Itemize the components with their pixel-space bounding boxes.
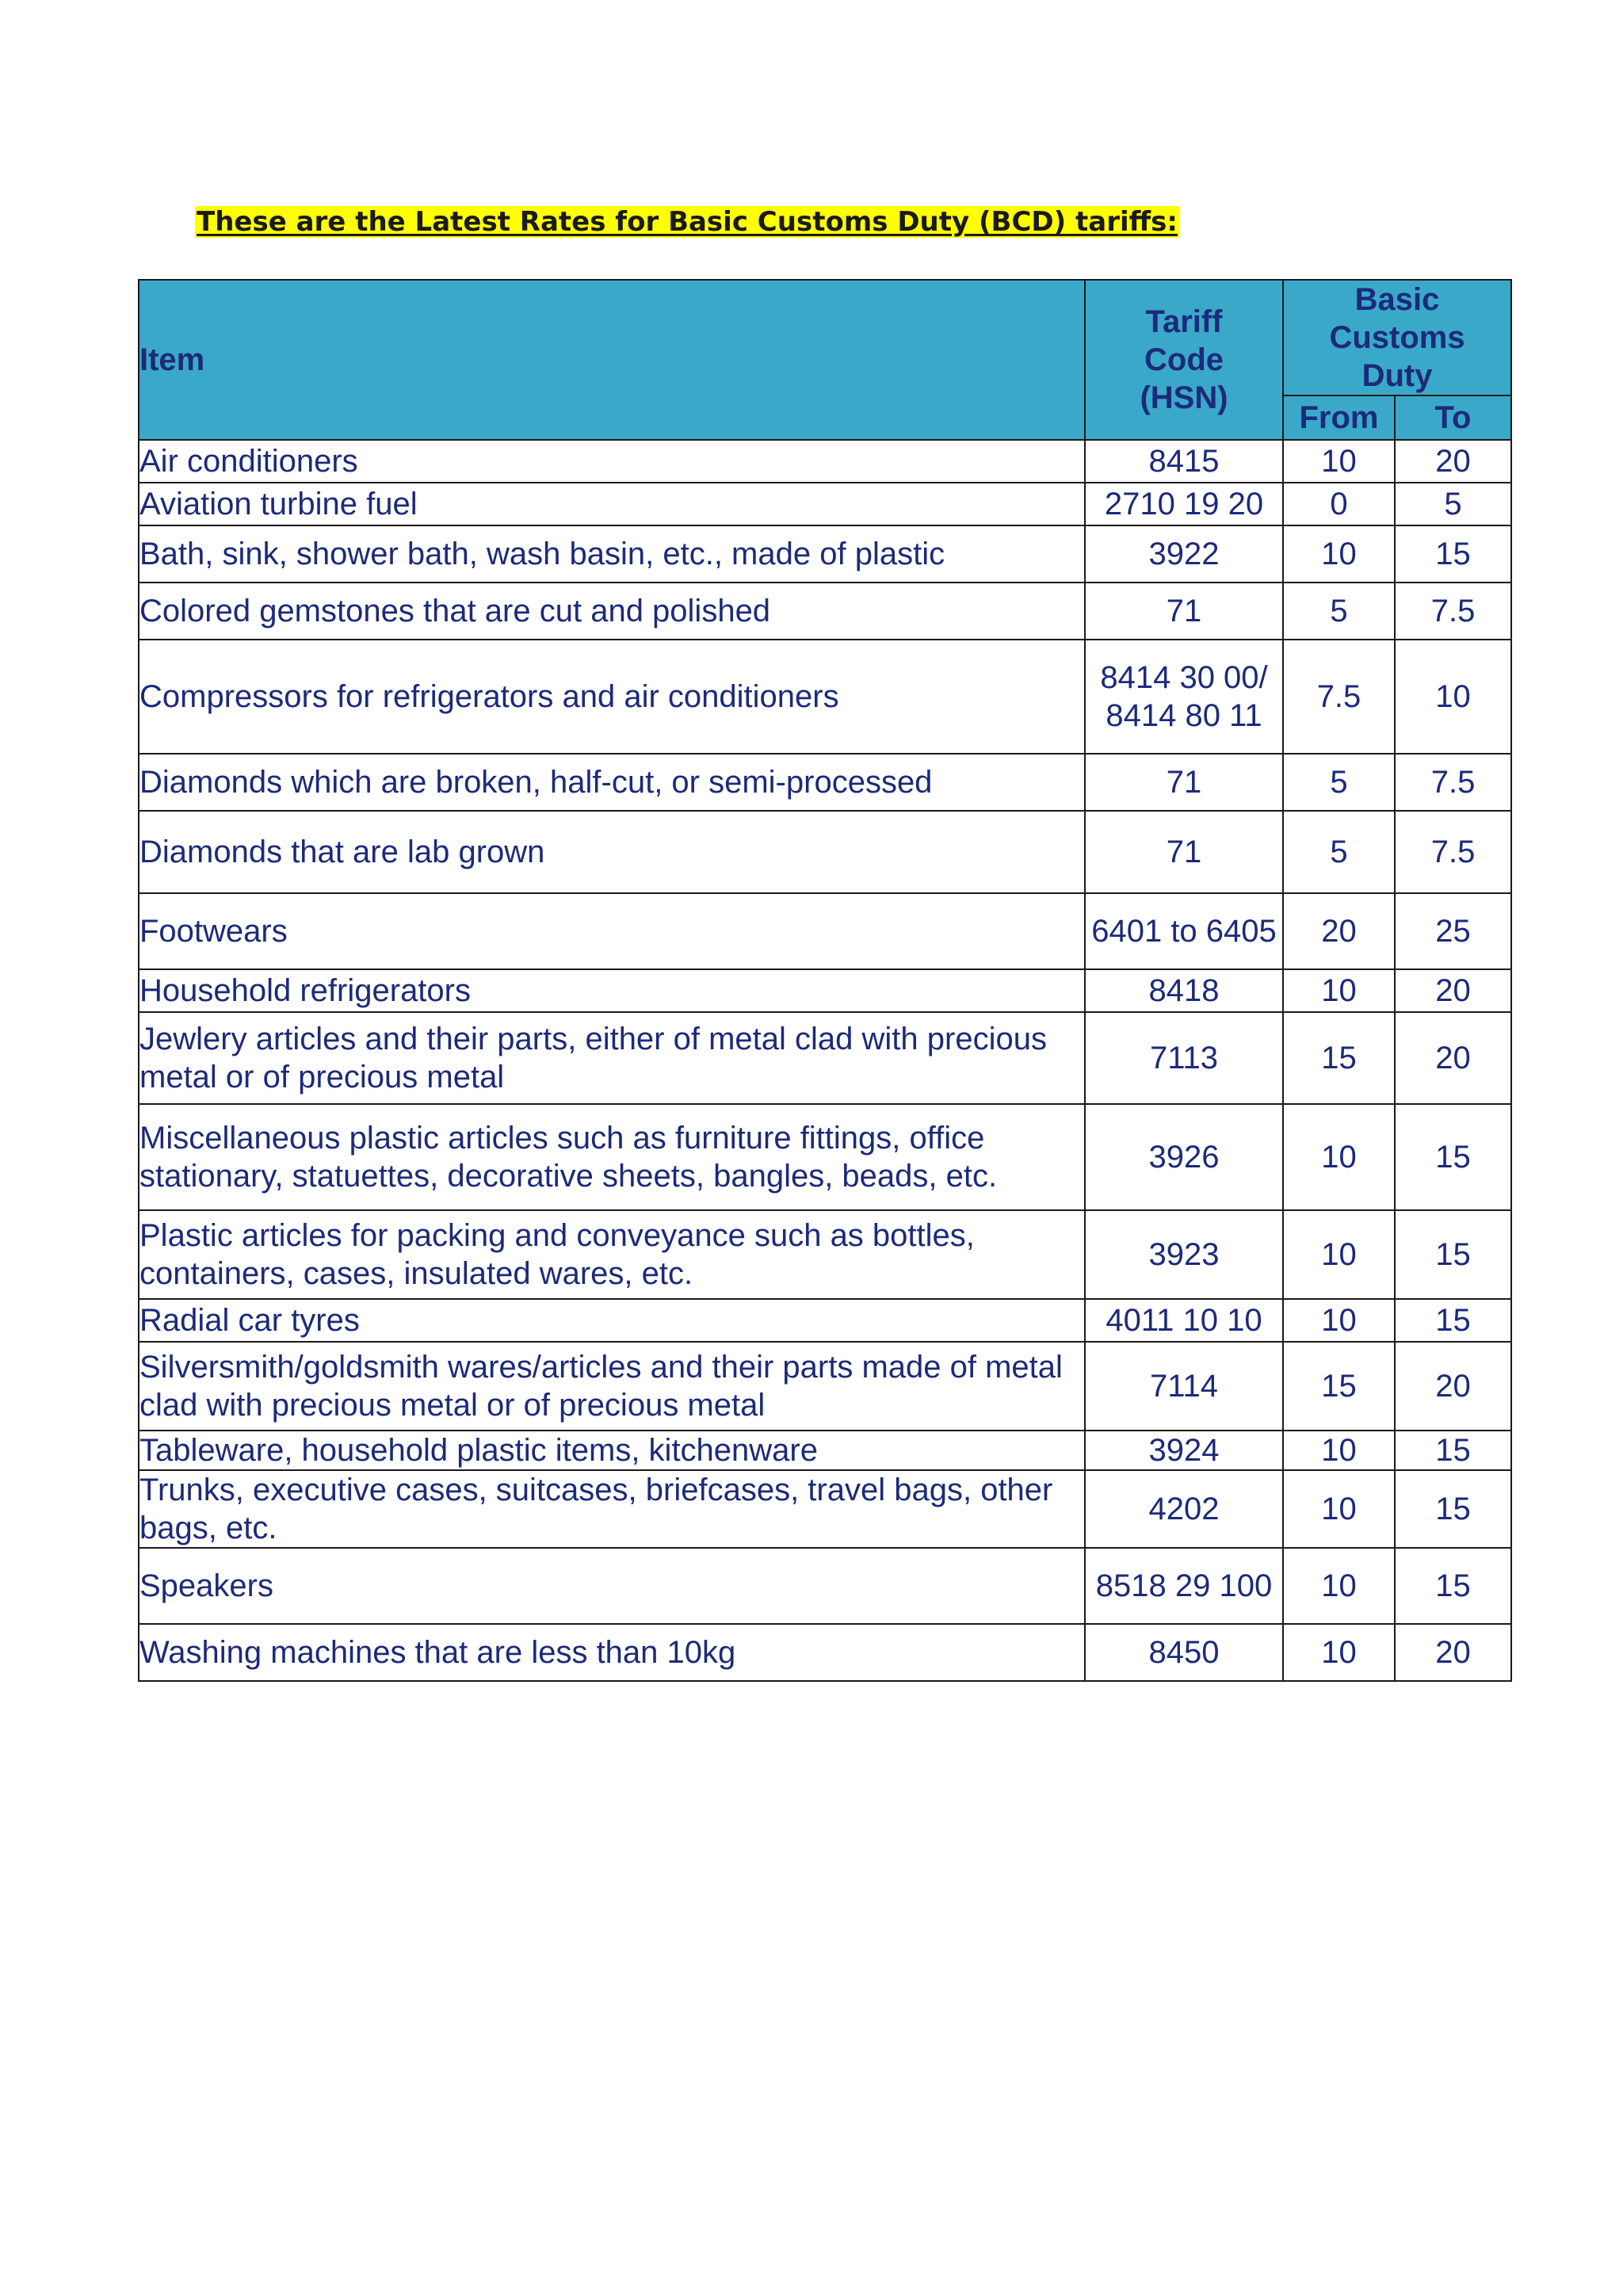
bcd-to-cell: 20 — [1395, 1342, 1511, 1431]
page-heading — [195, 204, 1179, 239]
item-cell: Miscellaneous plastic articles such as furniture fittings, office stationary, statuettes, decorative sheets, bangles, beads, etc. — [139, 1104, 1085, 1210]
table-row — [139, 1210, 1511, 1299]
table-row — [139, 440, 1511, 483]
table-row — [139, 525, 1511, 583]
bcd-to-cell: 20 — [1395, 440, 1511, 483]
item-cell: Silversmith/goldsmith wares/articles and their parts made of metal clad with precious metal or of precious metal — [139, 1342, 1085, 1431]
item-cell: Bath, sink, shower bath, wash basin, etc., made of plastic — [139, 525, 1085, 583]
header-item: Item — [139, 280, 1085, 440]
bcd-to-cell: 15 — [1395, 1431, 1511, 1470]
bcd-from-cell: 10 — [1283, 1470, 1395, 1548]
bcd-from-cell: 0 — [1283, 483, 1395, 525]
item-cell: Colored gemstones that are cut and polished — [139, 583, 1085, 640]
header-tariff-code-line: Tariff — [1145, 304, 1223, 339]
bcd-from-cell: 10 — [1283, 1431, 1395, 1470]
table-row — [139, 1299, 1511, 1342]
header-tariff-code-line: (HSN) — [1140, 380, 1228, 415]
header-basic-customs-duty — [1283, 280, 1511, 395]
table-row — [139, 893, 1511, 969]
item-cell: Household refrigerators — [139, 969, 1085, 1012]
header-from: From — [1283, 395, 1395, 440]
item-cell: Speakers — [139, 1548, 1085, 1624]
table-row — [139, 1548, 1511, 1624]
item-cell: Trunks, executive cases, suitcases, briefcases, travel bags, other bags, etc. — [139, 1470, 1085, 1548]
tariff-code-cell: 2710 19 20 — [1085, 483, 1283, 525]
bcd-from-cell: 10 — [1283, 1299, 1395, 1342]
bcd-to-cell: 15 — [1395, 1299, 1511, 1342]
table-row — [139, 754, 1511, 811]
bcd-from-cell: 10 — [1283, 1210, 1395, 1299]
page-heading-text: These are the Latest Rates for Basic Customs Duty (BCD) tariffs: — [197, 206, 1178, 238]
tariff-code-cell: 7114 — [1085, 1342, 1283, 1431]
tariff-code-cell: 7113 — [1085, 1012, 1283, 1104]
table-row — [139, 483, 1511, 525]
bcd-from-cell: 20 — [1283, 893, 1395, 969]
tariff-code-cell: 71 — [1085, 583, 1283, 640]
bcd-tariff-table — [138, 279, 1512, 1682]
bcd-from-cell: 10 — [1283, 525, 1395, 583]
table-row — [139, 811, 1511, 893]
tariff-code-cell: 6401 to 6405 — [1085, 893, 1283, 969]
table-row — [139, 640, 1511, 754]
bcd-from-cell: 15 — [1283, 1342, 1395, 1431]
bcd-from-cell: 5 — [1283, 754, 1395, 811]
tariff-code-cell: 3923 — [1085, 1210, 1283, 1299]
item-cell: Air conditioners — [139, 440, 1085, 483]
bcd-to-cell: 20 — [1395, 969, 1511, 1012]
bcd-from-cell: 7.5 — [1283, 640, 1395, 754]
item-cell: Jewlery articles and their parts, either of metal clad with precious metal or of precious metal — [139, 1012, 1085, 1104]
tariff-code-cell: 8418 — [1085, 969, 1283, 1012]
item-cell: Footwears — [139, 893, 1085, 969]
header-bcd-line: Basic — [1354, 282, 1440, 317]
bcd-to-cell: 15 — [1395, 1470, 1511, 1548]
header-to: To — [1395, 395, 1511, 440]
tariff-code-cell: 3924 — [1085, 1431, 1283, 1470]
header-tariff-code-line: Code — [1144, 342, 1224, 377]
item-cell: Aviation turbine fuel — [139, 483, 1085, 525]
bcd-from-cell: 15 — [1283, 1012, 1395, 1104]
tariff-code-cell: 8450 — [1085, 1624, 1283, 1681]
tariff-code-cell: 8414 30 00/ 8414 80 11 — [1085, 640, 1283, 754]
tariff-code-cell: 8415 — [1085, 440, 1283, 483]
item-cell: Diamonds that are lab grown — [139, 811, 1085, 893]
tariff-code-cell: 3922 — [1085, 525, 1283, 583]
tariff-code-cell: 71 — [1085, 811, 1283, 893]
table-row — [139, 1624, 1511, 1681]
item-cell: Plastic articles for packing and conveyance such as bottles, containers, cases, insulated wares, etc. — [139, 1210, 1085, 1299]
table-row — [139, 1342, 1511, 1431]
bcd-from-cell: 10 — [1283, 440, 1395, 483]
header-bcd-line: Customs — [1329, 320, 1465, 355]
header-bcd-line: Duty — [1361, 358, 1433, 393]
item-cell: Washing machines that are less than 10kg — [139, 1624, 1085, 1681]
bcd-to-cell: 20 — [1395, 1012, 1511, 1104]
bcd-to-cell: 15 — [1395, 1210, 1511, 1299]
tariff-code-cell: 71 — [1085, 754, 1283, 811]
bcd-to-cell: 10 — [1395, 640, 1511, 754]
table-row — [139, 1431, 1511, 1470]
bcd-to-cell: 20 — [1395, 1624, 1511, 1681]
bcd-to-cell: 5 — [1395, 483, 1511, 525]
bcd-from-cell: 10 — [1283, 1104, 1395, 1210]
bcd-to-cell: 7.5 — [1395, 754, 1511, 811]
bcd-from-cell: 10 — [1283, 969, 1395, 1012]
header-row-top — [139, 280, 1511, 395]
bcd-from-cell: 5 — [1283, 811, 1395, 893]
bcd-to-cell: 25 — [1395, 893, 1511, 969]
bcd-from-cell: 10 — [1283, 1548, 1395, 1624]
bcd-to-cell: 7.5 — [1395, 583, 1511, 640]
bcd-to-cell: 7.5 — [1395, 811, 1511, 893]
tariff-code-cell: 3926 — [1085, 1104, 1283, 1210]
bcd-from-cell: 10 — [1283, 1624, 1395, 1681]
bcd-to-cell: 15 — [1395, 525, 1511, 583]
item-cell: Radial car tyres — [139, 1299, 1085, 1342]
table-row — [139, 1104, 1511, 1210]
tariff-code-cell: 4011 10 10 — [1085, 1299, 1283, 1342]
bcd-to-cell: 15 — [1395, 1104, 1511, 1210]
tariff-code-cell: 4202 — [1085, 1470, 1283, 1548]
bcd-from-cell: 5 — [1283, 583, 1395, 640]
item-cell: Diamonds which are broken, half-cut, or semi-processed — [139, 754, 1085, 811]
table-row — [139, 1470, 1511, 1548]
table-row — [139, 1012, 1511, 1104]
table-row — [139, 583, 1511, 640]
table-header — [139, 280, 1511, 440]
header-tariff-code — [1085, 280, 1283, 440]
bcd-to-cell: 15 — [1395, 1548, 1511, 1624]
table-row — [139, 969, 1511, 1012]
item-cell: Compressors for refrigerators and air conditioners — [139, 640, 1085, 754]
item-cell: Tableware, household plastic items, kitchenware — [139, 1431, 1085, 1470]
tariff-code-cell: 8518 29 100 — [1085, 1548, 1283, 1624]
table-body — [139, 440, 1511, 1681]
